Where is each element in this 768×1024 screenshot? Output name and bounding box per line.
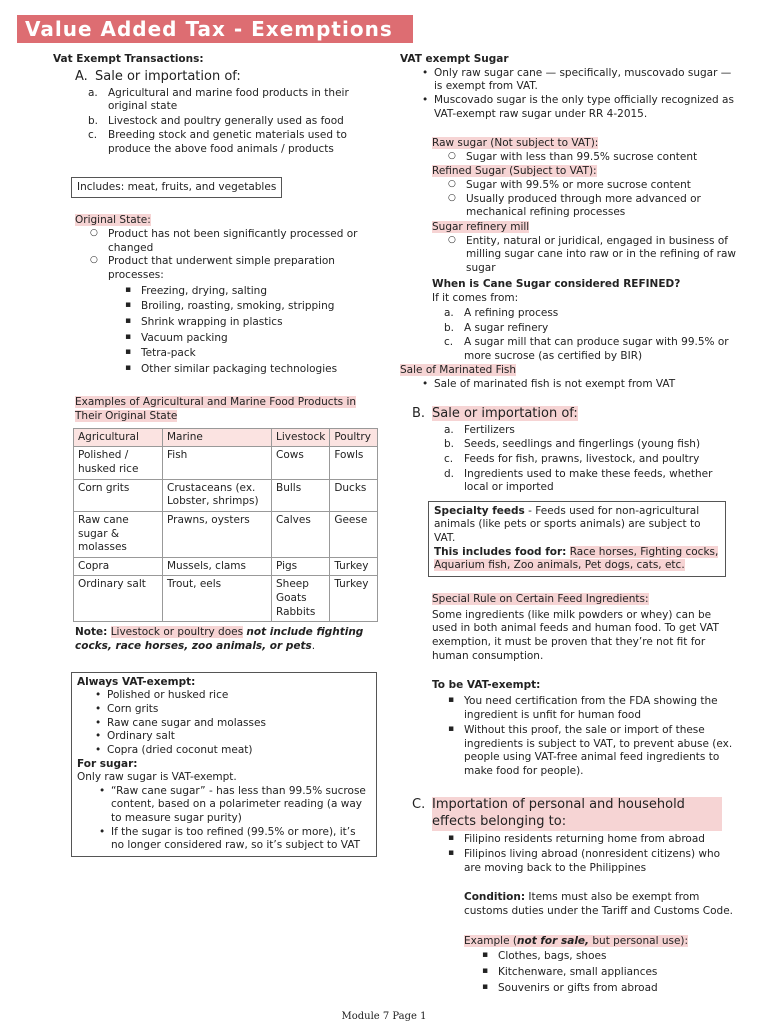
list-item-text: Feeds for fish, prawns, livestock, and poultry: [464, 452, 700, 465]
column-header: Agricultural: [74, 428, 163, 447]
table-cell: Corn grits: [74, 479, 163, 511]
specialty-feeds-box: [428, 501, 726, 577]
list-item: ▪ Clothes, bags, shoes: [480, 950, 740, 964]
example-label-part: but personal use):: [589, 934, 689, 947]
list-item-text: Ingredients used to make these feeds, whether local or imported: [464, 467, 713, 494]
list-item: ○ Usually produced through more advanced or mechanical refining processes: [448, 193, 740, 220]
list-item: • “Raw cane sugar” - has less than 99.5% sucrose content, based on a polarimeter reading (a way to measure sugar purity): [95, 785, 371, 826]
special-rule-text: Some ingredients (like milk powders or whey) can be used in both animal feeds and human food. To get VAT exemption, it must be proven that they’re not fit for human consumption.: [432, 608, 719, 662]
column-header: Poultry: [330, 428, 378, 447]
raw-sugar-list: [448, 151, 740, 165]
sugar-notes-list: [95, 785, 371, 853]
list-item-text: Seeds, seedlings and fingerlings (young fish): [464, 438, 701, 451]
list-marker: c.: [444, 452, 454, 465]
table-header-row: [74, 428, 378, 447]
includes-box: [71, 177, 282, 199]
list-item: [88, 87, 383, 114]
table-row: [74, 557, 378, 576]
list-marker: b.: [444, 321, 455, 334]
refined-sugar-list: [448, 179, 740, 220]
note: Note: Livestock or poultry does not include fighting cocks, race horses, zoo animals, or pets.: [75, 626, 364, 653]
if-comes-from: If it comes from:: [432, 292, 519, 305]
table-cell: Turkey: [330, 576, 378, 622]
list-item-text: A sugar mill that can produce sugar with 99.5% or more sucrose (as certified by BIR): [464, 336, 729, 362]
section-b-label: Sale or importation of:: [432, 405, 578, 421]
list-item: • Corn grits: [91, 703, 371, 717]
example-label-emphasis: not for sale,: [517, 934, 590, 947]
list-item: [444, 307, 740, 321]
list-item-text: Breeding stock and genetic materials used to produce the above food animals / products: [108, 129, 347, 156]
list-item: • If the sugar is too refined (99.5% or more), it’s no longer considered raw, so it’s subject to VAT: [95, 826, 371, 853]
table-cell: Crustaceans (ex. Lobster, shrimps): [163, 479, 272, 511]
to-be-list: [446, 695, 736, 779]
list-item-text: Agricultural and marine food products in their original state: [108, 86, 349, 113]
sugar-heading: VAT exempt Sugar: [400, 53, 509, 65]
mill-label: Sugar refinery mill: [432, 221, 530, 234]
example-label-part: Example (: [464, 934, 517, 947]
page-title: Value Added Tax - Exemptions: [17, 15, 413, 43]
for-sugar-label: For sugar:: [77, 757, 138, 770]
table-cell: Trout, eels: [163, 576, 272, 622]
left-column: [53, 53, 383, 857]
table-cell: Prawns, oysters: [163, 511, 272, 557]
table-cell: Sheep Goats Rabbits: [272, 576, 330, 622]
column-header: Livestock: [272, 428, 330, 447]
list-item: • Only raw sugar cane — specifically, muscovado sugar — is exempt from VAT.: [418, 67, 740, 94]
list-item-text: Livestock and poultry generally used as food: [108, 114, 344, 127]
list-marker: b.: [88, 114, 99, 127]
section-a-list: [88, 87, 383, 157]
list-item: ○ Sugar with 99.5% or more sucrose content: [448, 179, 740, 193]
note-emphasis: not include fighting cocks, race horses, zoo animals, or pets: [75, 626, 364, 653]
table-cell: Turkey: [330, 557, 378, 576]
condition: [464, 891, 734, 918]
list-item: [88, 115, 383, 129]
table-cell: Calves: [272, 511, 330, 557]
list-item: ▪ Shrink wrapping in plastics: [123, 316, 383, 330]
list-marker: c.: [444, 336, 454, 349]
examples-label: Examples of Agricultural and Marine Food Products in Their Original State: [75, 396, 357, 423]
includes-food-label: This includes food for:: [434, 545, 567, 558]
list-item: ▪ Kitchenware, small appliances: [480, 966, 740, 980]
table-cell: Cows: [272, 447, 330, 479]
list-item: ▪ Tetra-pack: [123, 347, 383, 361]
list-item: ▪ Filipino residents returning home from abroad: [446, 833, 736, 847]
list-item: • Ordinary salt: [91, 730, 371, 744]
list-item: • Muscovado sugar is the only type officially recognized as VAT-exempt raw sugar under RR 4-2015.: [418, 94, 740, 121]
list-item: [444, 322, 740, 336]
list-item: ▪ Other similar packaging technologies: [123, 363, 383, 377]
list-item: [444, 424, 740, 438]
always-exempt-box: [71, 672, 377, 857]
left-heading: Vat Exempt Transactions:: [53, 53, 204, 65]
table-cell: Fish: [163, 447, 272, 479]
list-item: [444, 468, 740, 495]
list-item: ▪ Vacuum packing: [123, 332, 383, 346]
condition-text: Items must also be exempt from customs duties under the Tariff and Customs Code.: [464, 891, 734, 918]
list-item-text: A refining process: [464, 306, 559, 319]
table-row: [74, 479, 378, 511]
section-b-letter: B.: [412, 405, 426, 421]
section-a-label: Sale or importation of:: [95, 68, 241, 84]
list-item-text: Fertilizers: [464, 423, 515, 436]
table-cell: Bulls: [272, 479, 330, 511]
includes-text: Includes: meat, fruits, and vegetables: [77, 180, 277, 193]
original-state-list: [90, 228, 383, 283]
table-cell: Copra: [74, 557, 163, 576]
condition-label: Condition:: [464, 891, 526, 904]
always-list: [91, 689, 371, 757]
process-list: [123, 285, 383, 377]
examples-table: [73, 428, 378, 623]
table-cell: Polished / husked rice: [74, 447, 163, 479]
note-label: Note:: [75, 626, 108, 639]
section-c-label: Importation of personal and household effects belonging to:: [432, 797, 722, 831]
list-item: ▪ Without this proof, the sale or import of these ingredients is subject to VAT, to prevent abuse (ex. people using VAT-free animal feed ingredients to make food for people).: [446, 724, 736, 779]
list-item: ▪ Filipinos living abroad (nonresident citizens) who are moving back to the Philippines: [446, 848, 736, 875]
list-item: [444, 453, 740, 467]
list-marker: a.: [88, 86, 98, 99]
list-item: • Copra (dried coconut meat): [91, 744, 371, 758]
marinated-list: [418, 378, 740, 392]
right-column: [400, 53, 740, 995]
list-item: ○ Entity, natural or juridical, engaged in business of milling sugar cane into raw or in the refining of raw sugar: [448, 235, 740, 276]
refined-question: When is Cane Sugar considered REFINED?: [432, 277, 681, 290]
list-item: [88, 129, 383, 156]
includes-food-text: Race horses, Fighting cocks, Aquarium fish, Zoo animals, Pet dogs, cats, etc.: [434, 545, 719, 572]
original-state-label: Original State:: [75, 214, 151, 227]
table-cell: Ordinary salt: [74, 576, 163, 622]
list-item-text: A sugar refinery: [464, 321, 549, 334]
list-marker: c.: [88, 129, 98, 142]
specialty-text: - Feeds used for non-agricultural animals (like pets or sports animals) are subject to VAT.: [434, 504, 701, 545]
table-cell: Mussels, clams: [163, 557, 272, 576]
to-be-label: To be VAT-exempt:: [432, 679, 541, 692]
list-item: [444, 336, 740, 363]
list-item: ▪ Freezing, drying, salting: [123, 285, 383, 299]
always-title: Always VAT-exempt:: [77, 675, 196, 688]
table-cell: Ducks: [330, 479, 378, 511]
refined-sugar-label: Refined Sugar (Subject to VAT):: [432, 165, 597, 178]
list-marker: a.: [444, 423, 454, 436]
list-item: [444, 438, 740, 452]
list-marker: d.: [444, 467, 455, 480]
refined-sources-list: [444, 307, 740, 364]
section-b-list: [444, 424, 740, 495]
section-c-letter: C.: [412, 796, 426, 812]
table-row: [74, 576, 378, 622]
table-cell: Fowls: [330, 447, 378, 479]
section-c-list: [446, 833, 736, 876]
list-item: ○ Product has not been significantly processed or changed: [90, 228, 383, 255]
list-item: ○ Product that underwent simple preparation processes:: [90, 255, 383, 282]
list-item: ▪ Broiling, roasting, smoking, stripping: [123, 300, 383, 314]
marinated-label: Sale of Marinated Fish: [400, 364, 516, 377]
example-label: [464, 935, 740, 949]
table-row: [74, 511, 378, 557]
table-cell: Geese: [330, 511, 378, 557]
list-item: ▪ You need certification from the FDA showing the ingredient is unfit for human food: [446, 695, 736, 722]
list-marker: b.: [444, 438, 455, 451]
list-item: ○ Sugar with less than 99.5% sucrose content: [448, 151, 740, 165]
table-cell: Raw cane sugar & molasses: [74, 511, 163, 557]
list-item: • Raw cane sugar and molasses: [91, 717, 371, 731]
note-text: Livestock or poultry does: [110, 626, 244, 639]
list-item: ▪ Souvenirs or gifts from abroad: [480, 982, 740, 996]
column-header: Marine: [163, 428, 272, 447]
list-item: • Polished or husked rice: [91, 689, 371, 703]
specialty-title: Specialty feeds: [434, 504, 525, 517]
special-rule-label: Special Rule on Certain Feed Ingredients:: [432, 593, 649, 606]
section-a-letter: A.: [75, 68, 88, 84]
section-b-heading: [412, 406, 740, 423]
sugar-bullets: [418, 67, 740, 122]
page-footer: Module 7 Page 1: [341, 1011, 427, 1022]
section-a-heading: [75, 69, 383, 86]
mill-list: [448, 235, 740, 276]
table-cell: Pigs: [272, 557, 330, 576]
section-c-heading: [412, 797, 732, 831]
list-item: • Sale of marinated fish is not exempt from VAT: [418, 378, 740, 392]
table-row: [74, 447, 378, 479]
raw-sugar-label: Raw sugar (Not subject to VAT):: [432, 137, 599, 150]
only-raw-text: Only raw sugar is VAT-exempt.: [77, 771, 237, 784]
example-list: [480, 950, 740, 995]
list-marker: a.: [444, 306, 454, 319]
